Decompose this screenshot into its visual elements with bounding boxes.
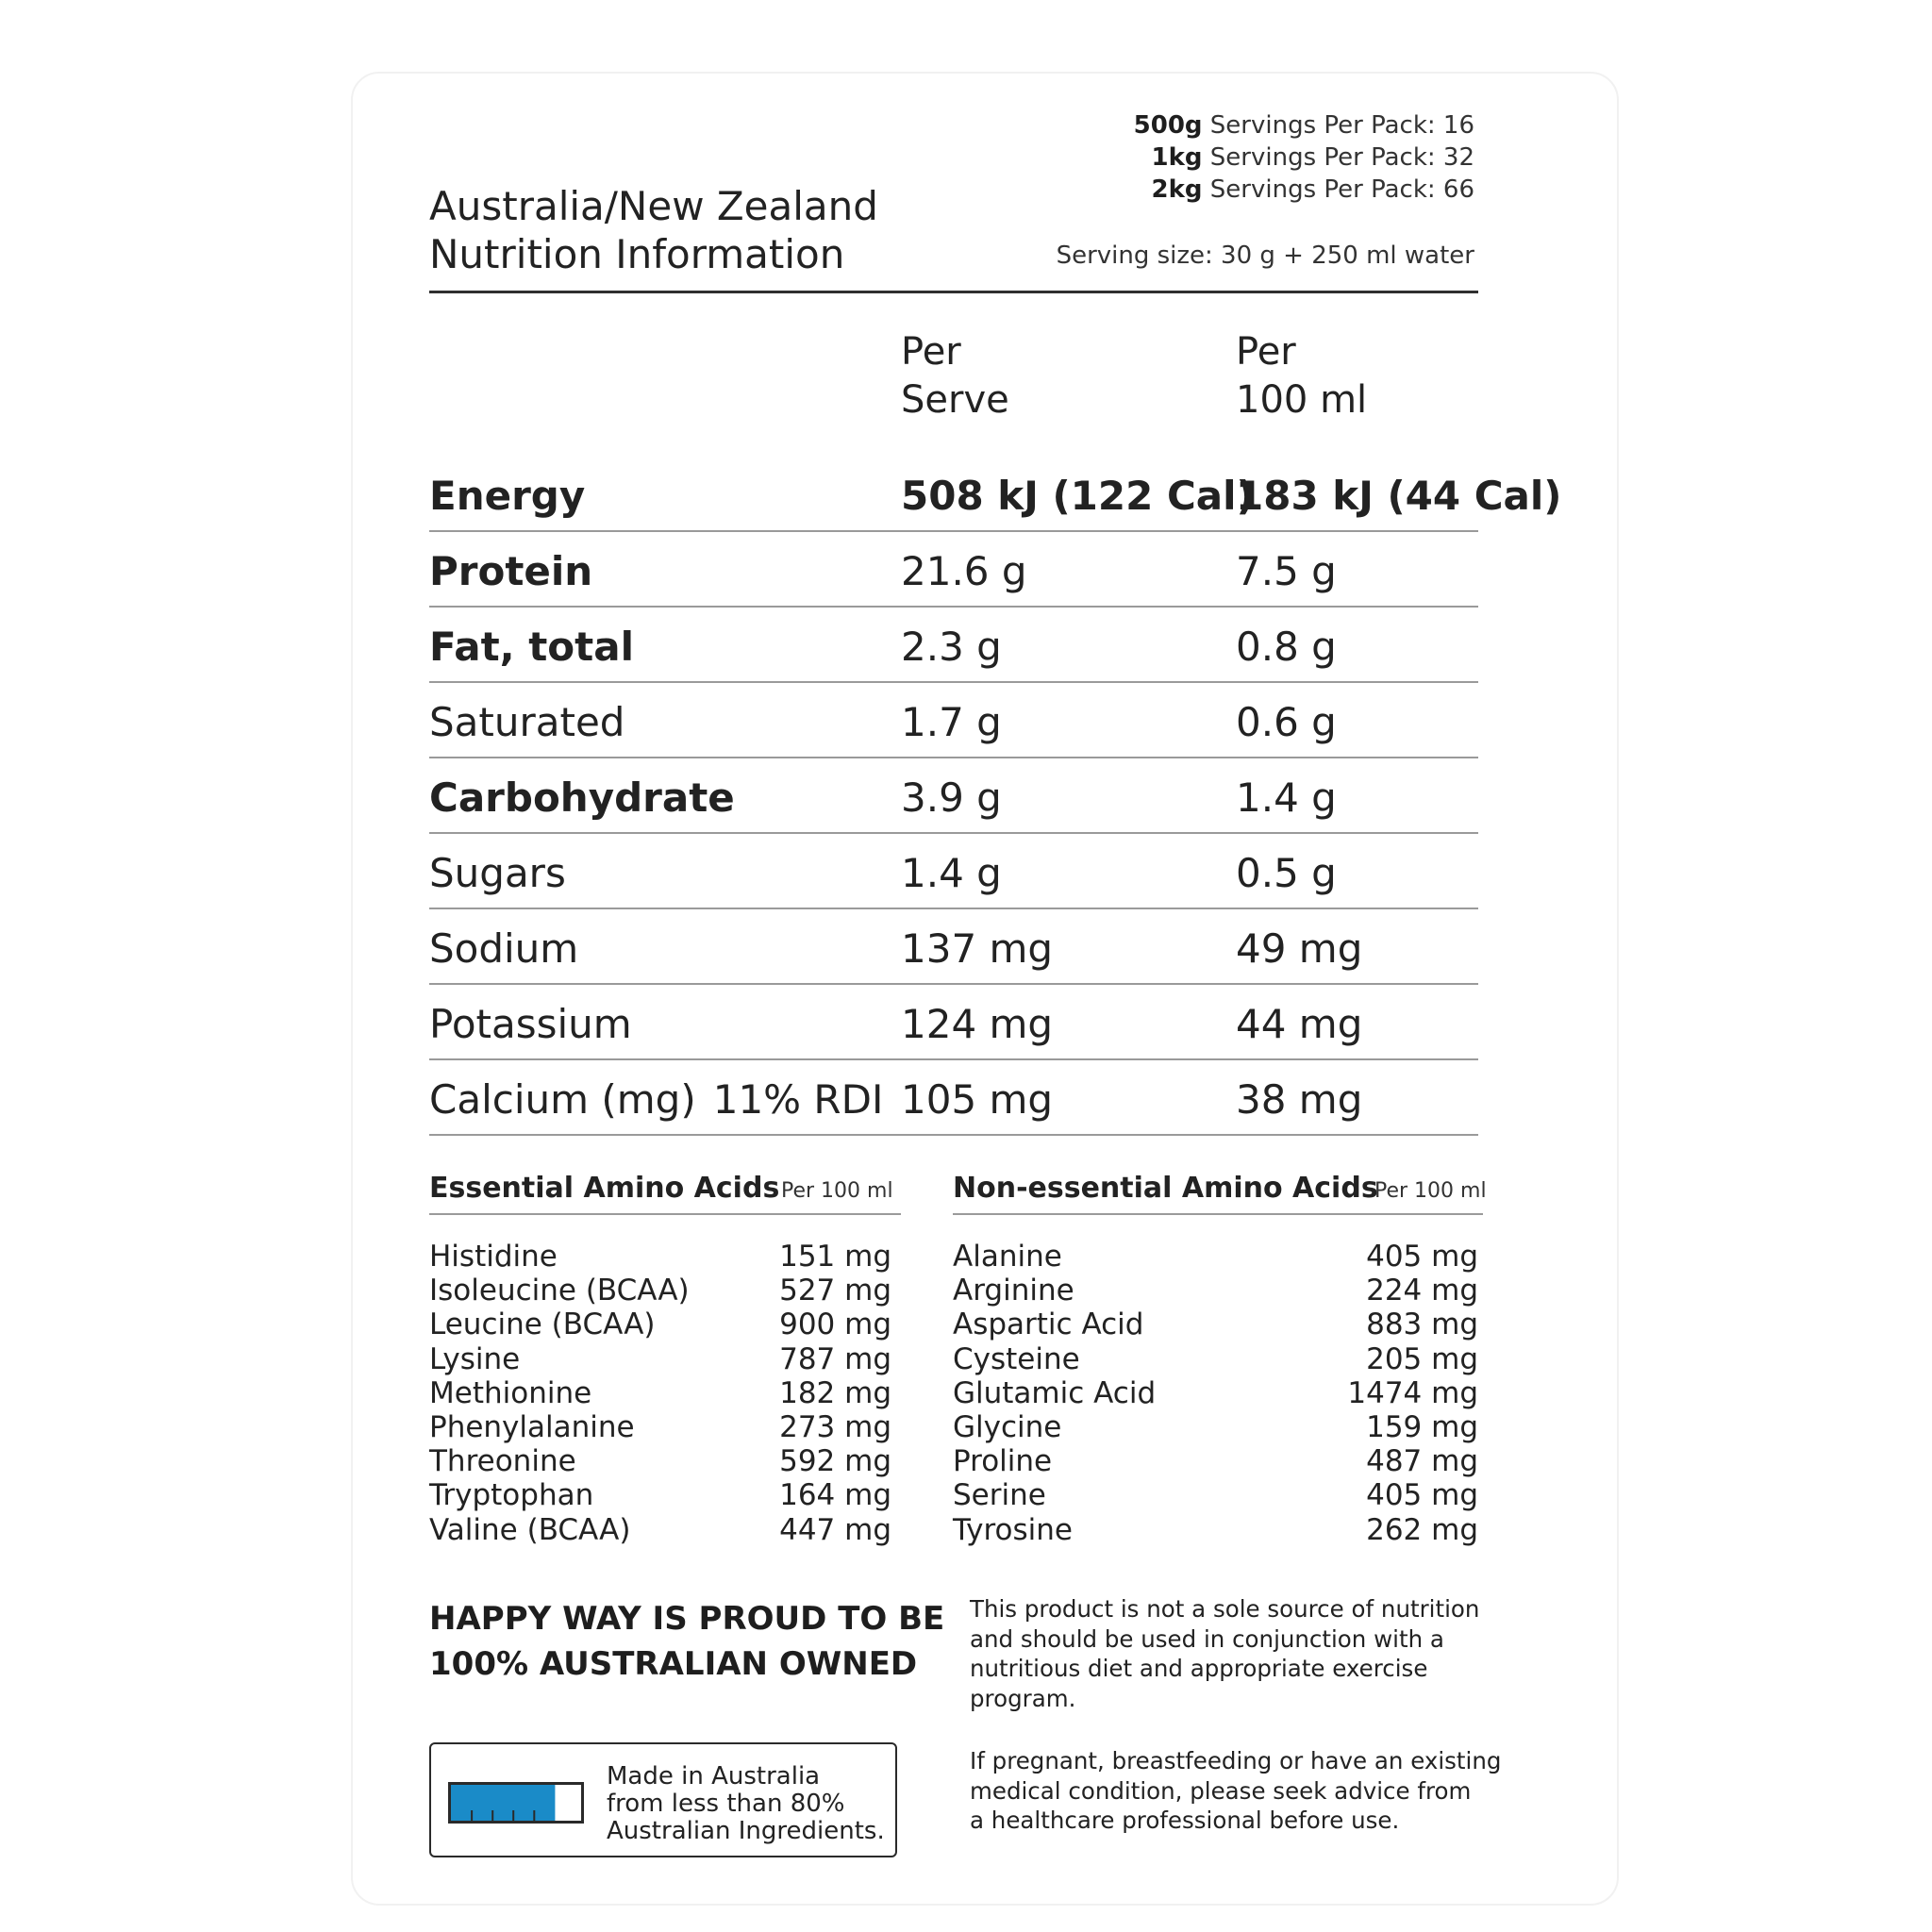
essential-heading-divider [429, 1213, 901, 1215]
per-serve-value: 137 mg [901, 925, 1054, 972]
per-100ml-value: 38 mg [1236, 1076, 1363, 1123]
amino-acid-name: Glutamic Acid [953, 1375, 1157, 1410]
origin-line: Made in Australia [607, 1762, 821, 1790]
pack-size: 1kg [1151, 143, 1203, 172]
pack-info-500g [1134, 111, 1474, 140]
column-heading-line: Per [901, 330, 961, 374]
nutrition-row-calcium [429, 1060, 1478, 1136]
nutrition-row-potassium [429, 985, 1478, 1060]
nutrient-name: Protein [429, 548, 593, 594]
amino-acid-name: Isoleucine (BCAA) [429, 1274, 690, 1308]
amino-acid-row [953, 1478, 1478, 1512]
amino-acid-name: Histidine [429, 1240, 558, 1274]
amino-acid-row [953, 1342, 1478, 1376]
nutrition-row-carbohydrate [429, 758, 1478, 834]
column-heading-per-100ml [1236, 328, 1367, 425]
amino-acid-value: 900 mg [779, 1307, 891, 1342]
nutrition-row-energy [429, 457, 1562, 532]
amino-acid-value: 592 mg [779, 1444, 891, 1479]
amino-acid-value: 164 mg [779, 1478, 891, 1513]
pack-size: 2kg [1151, 175, 1203, 204]
disclaimer-line: program. [970, 1684, 1076, 1712]
per-serve-value: 124 mg [901, 1001, 1054, 1047]
amino-acid-row [953, 1376, 1478, 1410]
statement-line: 100% AUSTRALIAN OWNED [429, 1645, 918, 1683]
amino-acid-value: 1474 mg [1347, 1375, 1478, 1410]
per-serve-value: 3.9 g [901, 774, 1002, 821]
amino-acid-row [429, 1410, 891, 1444]
pack-size: 500g [1133, 111, 1203, 140]
australian-owned-statement [429, 1596, 944, 1687]
amino-acid-value: 151 mg [779, 1240, 891, 1274]
per-serve-value: 508 kJ (122 Cal) [901, 473, 1255, 519]
disclaimer-line: If pregnant, breastfeeding or have an existing [970, 1747, 1502, 1774]
per-100ml-value: 44 mg [1236, 1001, 1363, 1047]
disclaimer-medical-advice [970, 1746, 1501, 1836]
amino-acid-value: 182 mg [779, 1375, 891, 1410]
per-100ml-value: 183 kJ (44 Cal) [1236, 473, 1562, 519]
pack-servings: Servings Per Pack: 32 [1209, 143, 1474, 172]
amino-acid-name: Glycine [953, 1409, 1062, 1444]
amino-acid-name: Arginine [953, 1274, 1074, 1308]
amino-acid-name: Leucine (BCAA) [429, 1307, 656, 1342]
amino-acid-name: Proline [953, 1444, 1053, 1479]
australian-content-bar-graph [448, 1782, 584, 1824]
amino-acid-row [953, 1307, 1478, 1341]
amino-acid-name: Cysteine [953, 1341, 1080, 1376]
nutrition-row-saturated [429, 683, 1478, 758]
amino-acid-row [429, 1342, 891, 1376]
amino-acid-row [429, 1478, 891, 1512]
per-serve-value: 2.3 g [901, 624, 1002, 670]
amino-acid-name: Aspartic Acid [953, 1307, 1144, 1342]
non-essential-amino-acid-list [953, 1240, 1478, 1547]
disclaimer-line: and should be used in conjunction with a [970, 1624, 1444, 1653]
amino-acid-value: 487 mg [1366, 1444, 1478, 1479]
amino-acid-name: Tyrosine [953, 1512, 1073, 1547]
country-of-origin-text [607, 1763, 885, 1845]
origin-line: Australian Ingredients. [607, 1817, 885, 1845]
amino-acid-row [429, 1513, 891, 1547]
essential-unit-label: Per 100 ml [781, 1179, 893, 1203]
per-100ml-value: 0.5 g [1236, 850, 1337, 896]
non-essential-amino-acids-heading: Non-essential Amino Acids [953, 1172, 1378, 1205]
amino-acid-value: 447 mg [779, 1512, 891, 1547]
per-100ml-value: 0.8 g [1236, 624, 1337, 670]
nutrient-name: Carbohydrate [429, 774, 735, 821]
pack-info-2kg [1152, 175, 1474, 204]
amino-acid-name: Lysine [429, 1341, 521, 1376]
amino-acid-name: Tryptophan [429, 1478, 594, 1513]
per-100ml-value: 7.5 g [1236, 548, 1337, 594]
disclaimer-line: nutritious diet and appropriate exercise [970, 1655, 1428, 1682]
nutrient-name: Calcium (mg) [429, 1076, 696, 1123]
nutrient-name: Saturated [429, 699, 625, 745]
amino-acid-value: 159 mg [1366, 1409, 1478, 1444]
amino-acid-value: 787 mg [779, 1341, 891, 1376]
amino-acid-value: 262 mg [1366, 1512, 1478, 1547]
amino-acid-value: 224 mg [1366, 1274, 1478, 1308]
column-heading-line: Serve [901, 378, 1009, 422]
disclaimer-line: This product is not a sole source of nutrition [970, 1595, 1480, 1623]
per-100ml-value: 49 mg [1236, 925, 1363, 972]
nutrition-row-fat-total [429, 608, 1478, 683]
panel-title-line2: Nutrition Information [429, 231, 845, 277]
amino-acid-name: Valine (BCAA) [429, 1512, 631, 1547]
serving-size: Serving size: 30 g + 250 ml water [1056, 242, 1474, 270]
amino-acid-name: Phenylalanine [429, 1409, 635, 1444]
pack-info-1kg [1152, 143, 1474, 172]
panel-title-line1: Australia/New Zealand [429, 183, 878, 229]
amino-acid-value: 405 mg [1366, 1478, 1478, 1513]
header-divider [429, 291, 1478, 293]
nutrient-name: Sodium [429, 925, 579, 972]
per-100ml-value: 1.4 g [1236, 774, 1337, 821]
non-essential-unit-label: Per 100 ml [1374, 1179, 1487, 1203]
per-100ml-value: 0.6 g [1236, 699, 1337, 745]
nutrient-name-with-rdi [429, 1075, 883, 1124]
pack-servings: Servings Per Pack: 16 [1209, 111, 1474, 140]
nutrient-name: Sugars [429, 850, 566, 896]
amino-acid-row [429, 1307, 891, 1341]
nutrition-row-protein [429, 532, 1478, 608]
disclaimer-line: medical condition, please seek advice from [970, 1776, 1472, 1805]
essential-amino-acid-list [429, 1240, 891, 1547]
amino-acid-row [953, 1410, 1478, 1444]
essential-amino-acids-heading: Essential Amino Acids [429, 1172, 780, 1205]
nutrition-row-sugars [429, 834, 1478, 909]
amino-acid-value: 527 mg [779, 1274, 891, 1308]
per-serve-value: 21.6 g [901, 548, 1027, 594]
disclaimer-line: a healthcare professional before use. [970, 1807, 1400, 1834]
row-divider [429, 1134, 1478, 1136]
per-serve-value: 1.4 g [901, 850, 1002, 896]
amino-acid-row [953, 1513, 1478, 1547]
country-of-origin-label [429, 1742, 897, 1857]
amino-acid-name: Methionine [429, 1375, 592, 1410]
amino-acid-name: Threonine [429, 1444, 576, 1479]
amino-acid-value: 883 mg [1366, 1307, 1478, 1342]
amino-acid-row [953, 1240, 1478, 1274]
nutrient-name: Fat, total [429, 624, 634, 670]
amino-acid-value: 205 mg [1366, 1341, 1478, 1376]
nutrient-name: Potassium [429, 1001, 632, 1047]
disclaimer-sole-source [970, 1594, 1479, 1713]
amino-acid-value: 405 mg [1366, 1240, 1478, 1274]
nutrient-name: Energy [429, 473, 586, 519]
nutrition-row-sodium [429, 909, 1478, 985]
column-heading-per-serve [901, 328, 1009, 425]
bar-fill [451, 1785, 555, 1821]
pack-servings: Servings Per Pack: 66 [1209, 175, 1474, 204]
amino-acid-row [953, 1444, 1478, 1478]
amino-acid-row [429, 1444, 891, 1478]
amino-acid-row [429, 1240, 891, 1274]
column-heading-line: 100 ml [1236, 378, 1368, 422]
amino-acid-row [429, 1274, 891, 1307]
statement-line: HAPPY WAY IS PROUD TO BE [429, 1600, 945, 1638]
column-heading-line: Per [1236, 330, 1296, 374]
non-essential-heading-divider [953, 1213, 1483, 1215]
amino-acid-row [429, 1376, 891, 1410]
amino-acid-name: Alanine [953, 1240, 1062, 1274]
per-serve-value: 105 mg [901, 1076, 1054, 1123]
origin-line: from less than 80% [607, 1790, 845, 1818]
rdi-value: 11% RDI [712, 1076, 884, 1123]
amino-acid-value: 273 mg [779, 1409, 891, 1444]
amino-acid-row [953, 1274, 1478, 1307]
per-serve-value: 1.7 g [901, 699, 1002, 745]
amino-acid-name: Serine [953, 1478, 1046, 1513]
